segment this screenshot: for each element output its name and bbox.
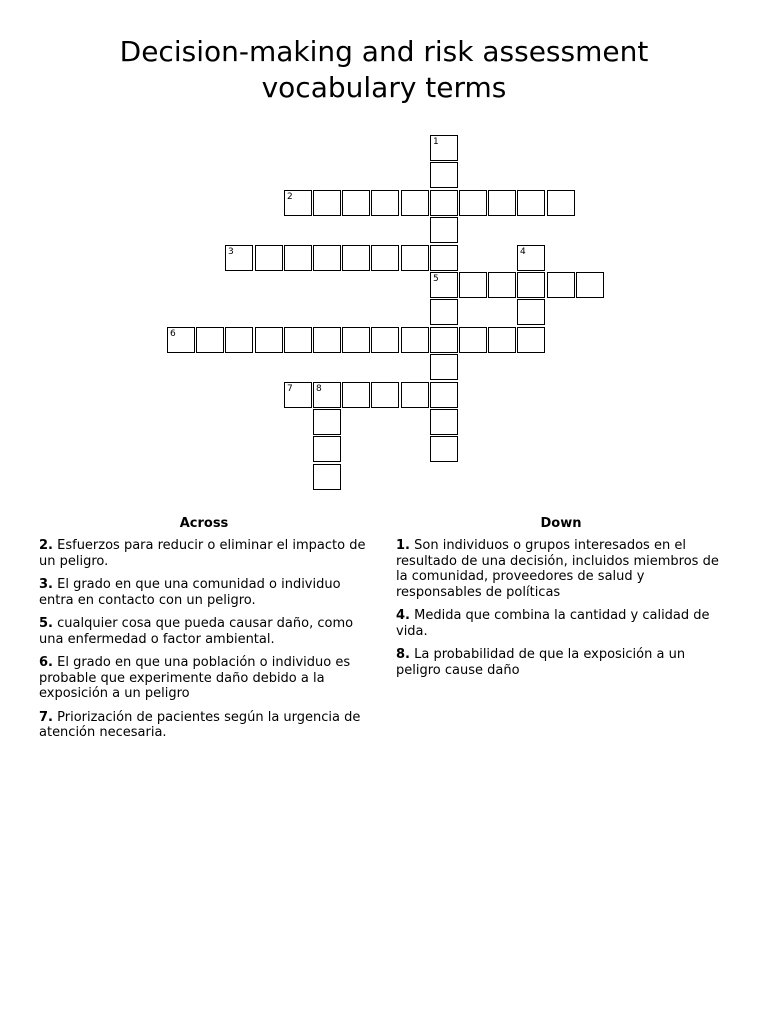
across-clue-2 xyxy=(39,538,369,569)
grid-cell[interactable] xyxy=(430,135,458,161)
grid-cell[interactable] xyxy=(430,245,458,271)
clue-number: 7. xyxy=(39,709,53,725)
grid-cell[interactable] xyxy=(371,190,399,216)
grid-cell[interactable] xyxy=(371,327,399,353)
grid-cell[interactable] xyxy=(430,272,458,298)
clue-text: El grado en que una comunidad o individuo entra en contacto con un peligro. xyxy=(39,577,341,608)
cell-number: 3 xyxy=(228,247,234,257)
grid-cell[interactable] xyxy=(430,299,458,325)
grid-cell[interactable] xyxy=(517,327,545,353)
grid-cell[interactable] xyxy=(488,190,516,216)
clue-number: 5. xyxy=(39,616,53,631)
down-clue-8 xyxy=(396,647,726,678)
grid-cell[interactable] xyxy=(255,245,283,271)
clue-text: Esfuerzos para reducir o eliminar el impacto de un peligro. xyxy=(39,538,366,569)
grid-cell[interactable] xyxy=(313,190,341,216)
clue-text: El grado en que una población o individuo es probable que experimente daño debido a la exposición a un peligro xyxy=(39,655,351,701)
cell-number: 5 xyxy=(433,274,439,284)
clue-number: 1. xyxy=(396,538,410,553)
grid-cell[interactable] xyxy=(313,436,341,462)
grid-cell[interactable] xyxy=(517,190,545,216)
grid-cell[interactable] xyxy=(430,217,458,243)
cell-number: 6 xyxy=(170,329,176,339)
across-clue-5 xyxy=(39,616,369,647)
cell-number: 7 xyxy=(287,384,293,394)
grid-cell[interactable] xyxy=(313,409,341,435)
grid-cell[interactable] xyxy=(430,409,458,435)
grid-cell[interactable] xyxy=(342,382,370,408)
across-clue-7 xyxy=(39,710,369,741)
grid-cell[interactable] xyxy=(459,272,487,298)
grid-cell[interactable] xyxy=(342,327,370,353)
across-heading: Across xyxy=(179,516,229,531)
down-heading: Down xyxy=(540,516,582,531)
grid-cell[interactable] xyxy=(488,327,516,353)
grid-cell[interactable] xyxy=(517,299,545,325)
grid-cell[interactable] xyxy=(342,245,370,271)
grid-cell[interactable] xyxy=(167,327,195,353)
grid-cell[interactable] xyxy=(430,190,458,216)
cell-number: 1 xyxy=(433,137,439,147)
grid-cell[interactable] xyxy=(313,382,341,408)
cell-number: 2 xyxy=(287,192,293,202)
grid-cell[interactable] xyxy=(342,190,370,216)
down-clue-1 xyxy=(396,538,726,600)
grid-cell[interactable] xyxy=(284,382,312,408)
clue-number: 8. xyxy=(396,647,410,662)
grid-cell[interactable] xyxy=(401,190,429,216)
grid-cell[interactable] xyxy=(488,272,516,298)
cell-number: 8 xyxy=(316,384,322,394)
grid-cell[interactable] xyxy=(313,464,341,490)
grid-cell[interactable] xyxy=(517,272,545,298)
grid-cell[interactable] xyxy=(430,327,458,353)
grid-cell[interactable] xyxy=(430,436,458,462)
grid-cell[interactable] xyxy=(576,272,604,298)
across-clue-3 xyxy=(39,577,369,608)
clue-text: cualquier cosa que pueda causar daño, como una enfermedad o factor ambiental. xyxy=(39,616,354,647)
clue-number: 3. xyxy=(39,577,53,592)
across-clue-6 xyxy=(39,655,369,702)
clue-number: 6. xyxy=(39,655,53,670)
grid-cell[interactable] xyxy=(255,327,283,353)
grid-cell[interactable] xyxy=(313,245,341,271)
grid-cell[interactable] xyxy=(371,245,399,271)
grid-cell[interactable] xyxy=(430,354,458,380)
grid-cell[interactable] xyxy=(284,245,312,271)
grid-cell[interactable] xyxy=(284,190,312,216)
grid-cell[interactable] xyxy=(401,382,429,408)
grid-cell[interactable] xyxy=(547,190,575,216)
clue-text: La probabilidad de que la exposición a un peligro cause daño xyxy=(396,647,686,678)
clue-text: Priorización de pacientes según la urgencia de atención necesaria. xyxy=(39,709,361,740)
grid-cell[interactable] xyxy=(401,327,429,353)
grid-cell[interactable] xyxy=(459,190,487,216)
grid-cell[interactable] xyxy=(547,272,575,298)
clue-text: Son individuos o grupos interesados en el resultado de una decisión, incluidos miembros de la comunidad, proveedores de salud y responsables de políticas xyxy=(396,538,719,600)
grid-cell[interactable] xyxy=(371,382,399,408)
clue-number: 2. xyxy=(39,538,53,553)
grid-cell[interactable] xyxy=(459,327,487,353)
down-clues xyxy=(396,516,726,686)
grid-cell[interactable] xyxy=(284,327,312,353)
across-clues xyxy=(39,516,369,749)
clue-number: 4. xyxy=(396,608,410,623)
grid-cell[interactable] xyxy=(517,245,545,271)
title-line-1: Decision-making and risk assessment xyxy=(119,35,649,68)
grid-cell[interactable] xyxy=(225,327,253,353)
grid-cell[interactable] xyxy=(430,382,458,408)
down-clue-4 xyxy=(396,608,726,639)
clue-text: Medida que combina la cantidad y calidad de vida. xyxy=(396,608,710,639)
grid-cell[interactable] xyxy=(401,245,429,271)
grid-cell[interactable] xyxy=(225,245,253,271)
grid-cell[interactable] xyxy=(313,327,341,353)
title-line-2: vocabulary terms xyxy=(261,71,507,104)
crossword-grid xyxy=(0,0,768,500)
grid-cell[interactable] xyxy=(430,162,458,188)
cell-number: 4 xyxy=(520,247,526,257)
grid-cell[interactable] xyxy=(196,327,224,353)
